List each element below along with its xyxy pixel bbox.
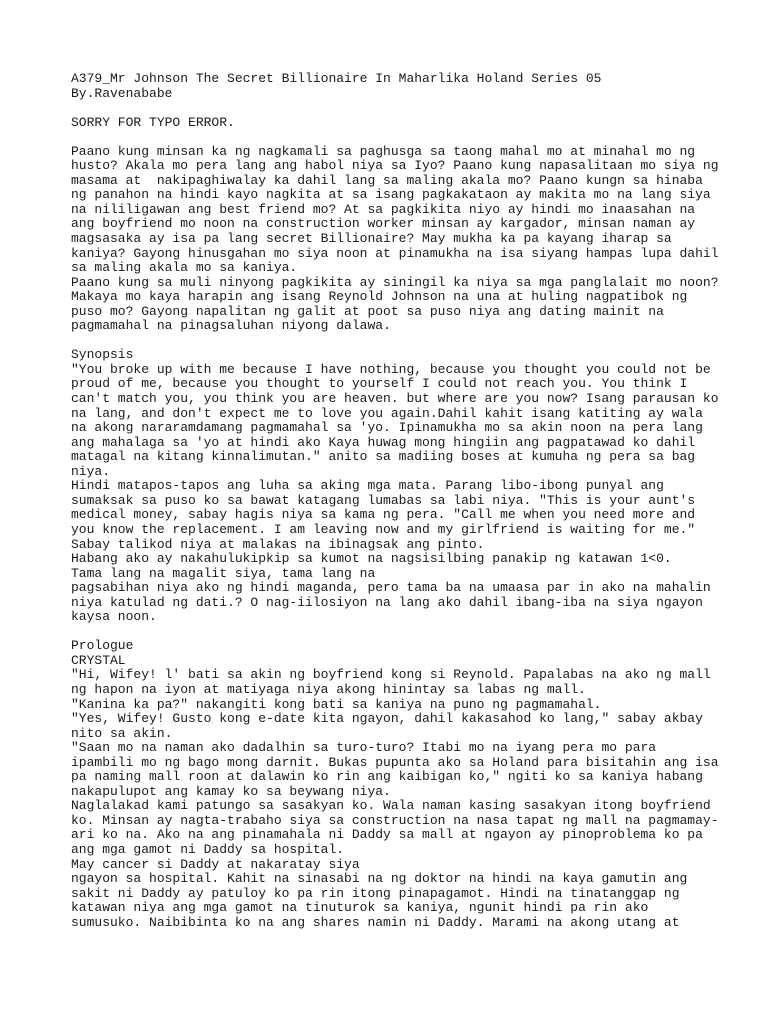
text-line: "You broke up with me because I have nothing, because you thought you could not be (71, 361, 711, 377)
text-line: ipambili mo ng bago mong darnit. Bukas pupunta ako sa Holand para bisitahin ang isa (71, 754, 719, 770)
text-line: Sabay talikod niya at malakas na ibinagsak ang pinto. (71, 536, 485, 552)
text-line: CRYSTAL (71, 652, 126, 668)
text-line: kaniya? Gayong hinusgahan mo siya noon at pinamukha na isa siyang hampas lupa dahil (71, 245, 719, 261)
text-line: ang mahalaga sa 'yo at hindi ako Kaya huwag mong hingiin ang pagpatawad ko dahil (71, 434, 696, 450)
text-line: masama at nakipaghiwalay ka dahil lang sa maling akala mo? Paano kungn sa hinaba (71, 172, 703, 188)
text-line: ngayon sa hospital. Kahit na sinasabi na ng doktor na hindi na kaya gamutin ang (71, 871, 688, 887)
text-line: "Saan mo na naman ako dadalhin sa turo-turo? Itabi mo na iyang pera mo para (71, 740, 657, 756)
text-line: niya. (71, 463, 111, 479)
text-line: you know the replacement. I am leaving now and my girlfriend is waiting for me." (71, 521, 696, 537)
text-line: "Kanina ka pa?" nakangiti kong bati sa kaniya na puno ng pagmamahal. (71, 696, 602, 712)
text-line: husto? Akala mo pera lang ang habol niya sa Iyo? Paano kung napasalitaan mo siya ng (71, 158, 719, 174)
text-line: sa maling akala mo sa kaniya. (71, 260, 298, 276)
text-line: niya katulad ng dati.? O nag-iilosiyon na lang ako dahil ibang-iba na siya ngayon (71, 594, 703, 610)
text-line: ang boyfriend mo noon na construction worker minsan ay kargador, minsan naman ay (71, 216, 696, 232)
text-line: ng panahon na hindi kayo nagkita at sa isang pagkakataon ay makita mo na lang siya (71, 187, 711, 203)
text-line: katawan niya ang mga gamot na tinuturok sa kaniya, ngunit hindi pa rin ako (71, 900, 649, 916)
text-line: ari ko na. Ako na ang pinamahala ni Daddy sa mall at ngayon ay pinoproblema ko pa (71, 827, 703, 843)
text-line: kaysa noon. (71, 609, 157, 625)
text-line: na akong nararamdamang pagmamahal sa 'yo. Ipinamukha mo sa akin noon na pera lang (71, 420, 703, 436)
text-line: Paano kung minsan ka ng nagkamali sa paghusga sa taong mahal mo at minahal mo ng (71, 143, 696, 159)
text-line: ng hapon na iyon at matiyaga niya akong hinintay sa labas ng mall. (71, 681, 586, 697)
text-line: A379_Mr Johnson The Secret Billionaire In Maharlika Holand Series 05 (71, 71, 602, 86)
text-line: SORRY FOR TYPO ERROR. (71, 114, 235, 130)
text-line: Tama lang na magalit siya, tama lang na (71, 565, 376, 581)
text-line: sumaksak sa puso ko sa bawat katagang lumabas sa labi niya. "This is your aunt's (71, 492, 696, 508)
text-line (71, 130, 728, 145)
text-line: sumusuko. Naibibinta ko na ang shares namin ni Daddy. Marami na akong utang at (71, 914, 680, 930)
text-line: pagmamahal na pinagsaluhan niyong dalawa. (71, 318, 391, 334)
text-line (71, 101, 728, 116)
text-line (71, 625, 728, 640)
text-line: Makaya mo kaya harapin ang isang Reynold Johnson na una at huling nagpatibok ng (71, 289, 688, 305)
text-line: ko. Minsan ay nagta-trabaho siya sa construction na nasa tapat ng mall na pagmamay- (71, 812, 719, 828)
text-line: Hindi matapos-tapos ang luha sa aking mga mata. Parang libo-ibong punyal ang (71, 478, 664, 494)
text-line (71, 930, 728, 945)
text-line: pa naming mall roon at dalawin ko rin ang kaibigan ko," ngiti ko sa kaniya habang (71, 769, 703, 785)
text-line: May cancer si Daddy at nakaratay siya (71, 856, 360, 872)
text-line: Naglalakad kami patungo sa sasakyan ko. Wala naman kasing sasakyan itong boyfriend (71, 798, 711, 814)
text-line: ang mga gamot ni Daddy sa hospital. (71, 841, 345, 857)
text-line: nito sa akin. (71, 725, 173, 741)
text-line: sakit ni Daddy ay patuloy ko pa rin itong pinapagamot. Hindi na tinatanggap ng (71, 885, 680, 901)
text-line: "Yes, Wifey! Gusto kong e-date kita ngayon, dahil kakasahod ko lang," sabay akbay (71, 711, 703, 727)
text-line: Habang ako ay nakahulukipkip sa kumot na nagsisilbing panakip ng katawan 1<0. (71, 551, 672, 567)
text-line: By.Ravenababe (71, 85, 173, 101)
text-line: na lang, and don't expect me to love you again.Dahil kahit isang katiting ay wala (71, 405, 703, 421)
text-line: Paano kung sa muli ninyong pagkikita ay siningil ka niya sa mga panglalait mo noon? (71, 274, 719, 290)
text-line: "Hi, Wifey! l' bati sa akin ng boyfriend kong si Reynold. Papalabas na ako ng mall (71, 667, 711, 683)
text-line: pagsabihan niya ako ng hindi maganda, pero tama ba na umaasa par in ako na mahalin (71, 580, 711, 596)
text-line: proud of me, because you thought to yourself I could not reach you. You think I (71, 376, 688, 392)
text-line: Prologue (71, 638, 134, 654)
text-line: matagal na kitang kinnalimutan." anito sa madiing boses at kumuha ng pera sa bag (71, 449, 696, 465)
text-line (71, 334, 728, 349)
text-line: na nililigawan ang best friend mo? At sa pagkikita niyo ay hindi mo inaasahan na (71, 201, 696, 217)
text-line: medical money, sabay hagis niya sa kama ng pera. "Call me when you need more and (71, 507, 696, 523)
text-line: magsasaka ay isa pa lang secret Billionaire? May mukha ka pa kayang iharap sa (71, 231, 672, 247)
text-line: nakapulupot ang kamay ko sa beywang niya. (71, 783, 391, 799)
text-line: puso mo? Gayong napalitan ng galit at poot sa puso niya ang dating mainit na (71, 303, 664, 319)
text-line: Synopsis (71, 347, 134, 363)
text-line: can't match you, you think you are heaven. but where are you now? Isang parausan ko (71, 391, 719, 407)
